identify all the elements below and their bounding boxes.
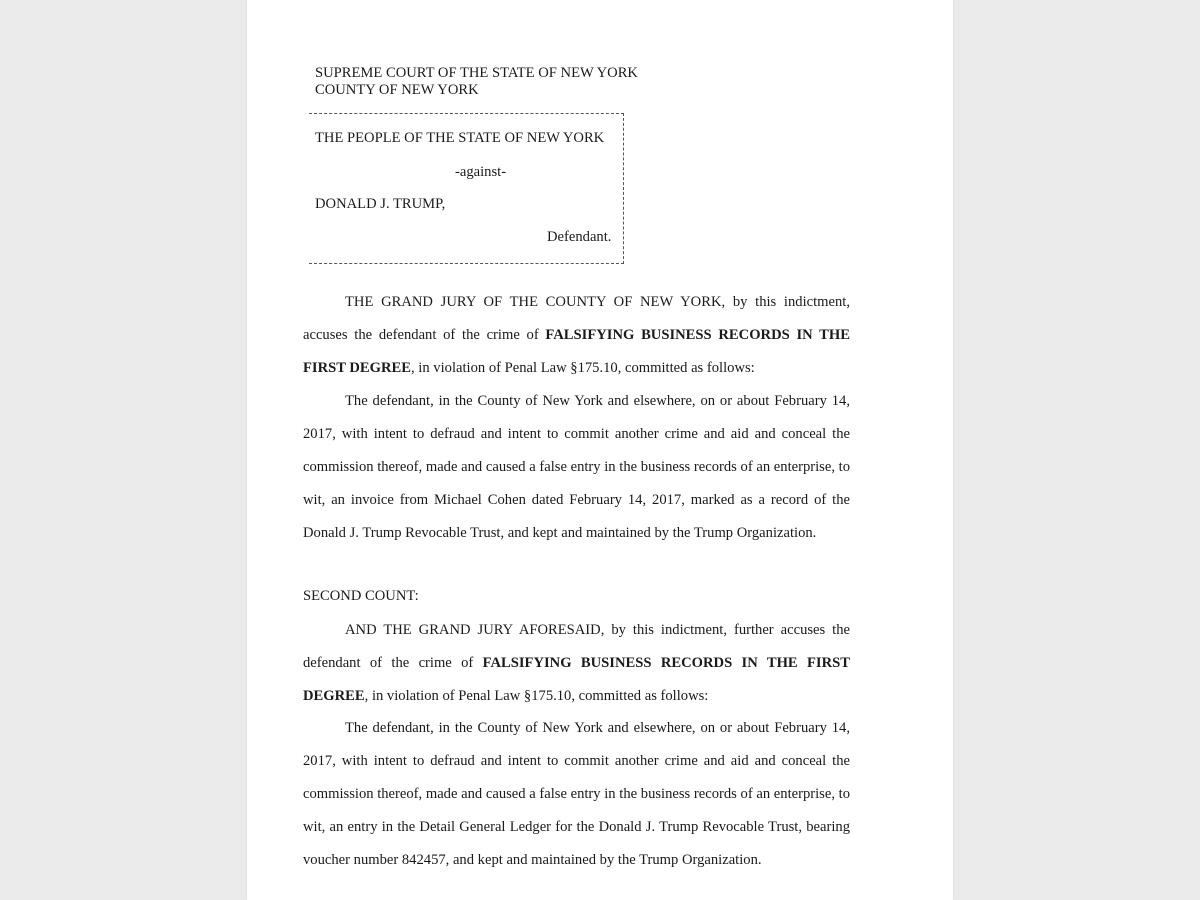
second-count-heading: SECOND COUNT: (303, 588, 419, 604)
first-count-crime: FALSIFYING BUSINESS RECORDS IN THE FIRST DEGREE (303, 327, 850, 376)
second-count-intro-end: , in violation of Penal Law §175.10, committed as follows: (364, 688, 709, 704)
second-count-body: The defendant, in the County of New York and elsewhere, on or about February 14, 2017, with intent to defraud and intent to commit another crime and aid and conceal the commission thereof, made and caused a false entry in the business records of an enterprise, to wit, an entry in the Detail General Ledger for the Donald J. Trump Revocable Trust, bearing voucher number 842457, and kept and maintained by the Trump Organization. (303, 720, 850, 868)
caption-against: -against- (455, 164, 507, 180)
court-name: SUPREME COURT OF THE STATE OF NEW YORK (315, 65, 638, 81)
first-count-intro-end: , in violation of Penal Law §175.10, committed as follows: (411, 360, 755, 376)
first-count-intro-text: THE GRAND JURY OF THE COUNTY OF NEW YORK, by this indictment, accuses the defendant of the crime of (303, 294, 850, 343)
caption-defendant-name: DONALD J. TRUMP, (315, 196, 446, 212)
caption-plaintiff: THE PEOPLE OF THE STATE OF NEW YORK (315, 130, 605, 146)
second-count-crime: FALSIFYING BUSINESS RECORDS IN THE FIRST DEGREE (303, 655, 850, 704)
second-count-intro (303, 614, 850, 713)
second-count-intro-text: AND THE GRAND JURY AFORESAID, by this indictment, further accuses the defendant of the crime of (303, 622, 850, 671)
caption-defendant-label: Defendant. (547, 229, 612, 245)
document-page (247, 0, 953, 900)
county-name: COUNTY OF NEW YORK (315, 82, 479, 98)
court-header (315, 65, 638, 99)
first-count-body: The defendant, in the County of New York and elsewhere, on or about February 14, 2017, with intent to defraud and intent to commit another crime and aid and conceal the commission thereof, made and caused a false entry in the business records of an enterprise, to wit, an invoice from Michael Cohen dated February 14, 2017, marked as a record of the Donald J. Trump Revocable Trust, and kept and maintained by the Trump Organization. (303, 393, 850, 541)
first-count-intro (303, 286, 850, 385)
